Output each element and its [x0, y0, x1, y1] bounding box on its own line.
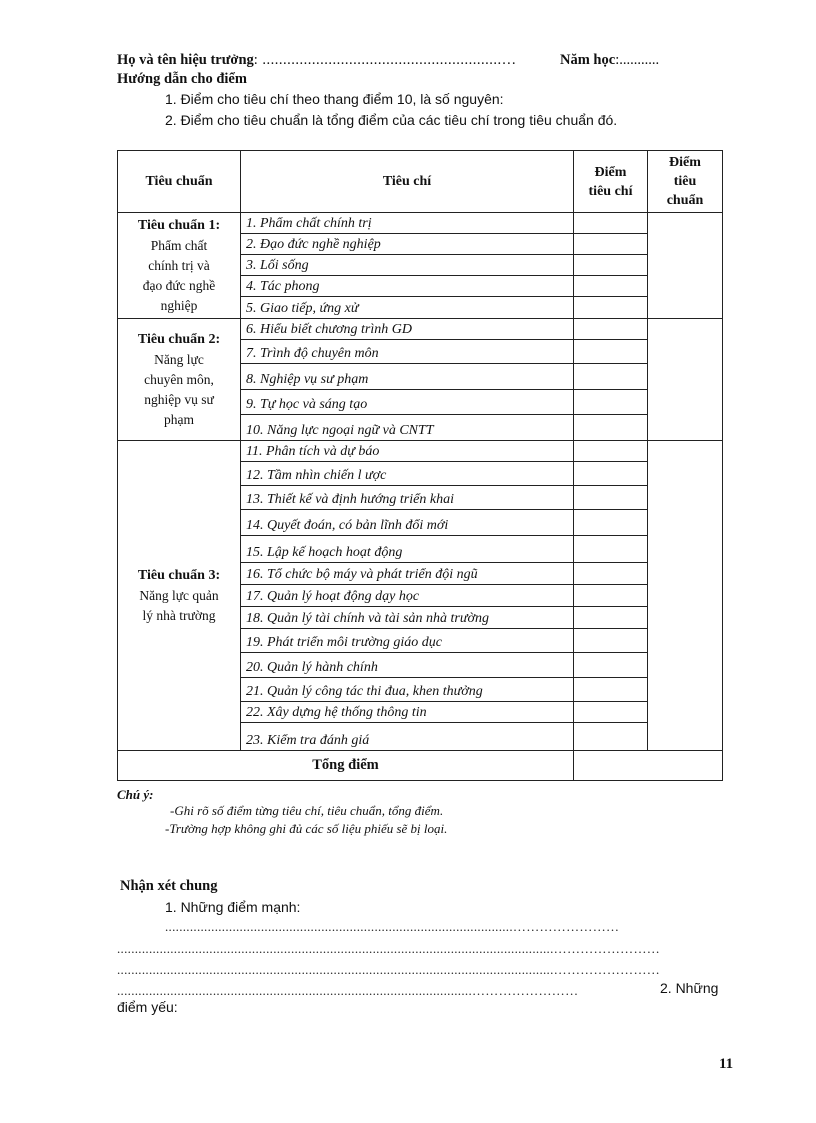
total-row — [118, 751, 723, 781]
guide-item-2: 2. Điểm cho tiêu chuẩn là tổng điểm của các tiêu chí trong tiêu chuẩn đó. — [165, 112, 618, 128]
note-1: -Ghi rõ số điểm từng tiêu chí, tiêu chuẩn, tổng điểm. — [170, 803, 444, 818]
standard-3-desc-1: Năng lực quản — [139, 587, 219, 603]
standard-2-desc-2: chuyên môn, — [144, 371, 214, 387]
standard-2-title: Tiêu chuẩn 2: — [137, 331, 221, 347]
criterion-score-21[interactable] — [574, 678, 648, 702]
standard-2-desc-4: phạm — [164, 411, 194, 427]
criterion-8: 8. Nghiệp vụ sư phạm — [241, 364, 574, 390]
standard-1-desc-2: chính trị và — [148, 257, 210, 273]
criterion-score-3[interactable] — [574, 255, 648, 276]
criterion-7: 7. Trình độ chuyên môn — [241, 340, 574, 364]
criterion-4: 4. Tác phong — [241, 276, 574, 297]
criterion-20: 20. Quản lý hành chính — [241, 653, 574, 678]
criterion-23: 23. Kiểm tra đánh giá — [241, 723, 574, 751]
standard-3-cell — [118, 441, 241, 751]
criterion-score-19[interactable] — [574, 629, 648, 653]
criterion-21: 21. Quản lý công tác thi đua, khen thưởng — [241, 678, 574, 702]
criterion-score-22[interactable] — [574, 702, 648, 723]
criterion-score-11[interactable] — [574, 441, 648, 462]
criterion-score-9[interactable] — [574, 390, 648, 415]
total-score[interactable] — [574, 751, 723, 781]
standard-1-desc-1: Phẩm chất — [150, 237, 208, 253]
standard-2-desc-1: Năng lực — [154, 351, 204, 367]
criterion-22: 22. Xây dựng hệ thống thông tin — [241, 702, 574, 723]
strengths-dots-4[interactable]: ....................................................................................................…………………… — [117, 983, 579, 998]
standard-1-desc-4: nghiệp — [160, 297, 198, 313]
criterion-score-17[interactable] — [574, 585, 648, 607]
header-standard-score — [648, 151, 723, 213]
header-criterion-score-line2: tiêu chí — [588, 183, 633, 199]
table-header-row — [118, 151, 723, 213]
weaknesses-label-part1: 2. Những — [660, 980, 719, 996]
criterion-15: 15. Lập kế hoạch hoạt động — [241, 536, 574, 563]
criterion-16: 16. Tổ chức bộ máy và phát triển đội ngũ — [241, 563, 574, 585]
criterion-19: 19. Phát triển môi trường giáo dục — [241, 629, 574, 653]
strengths-dots-2[interactable]: ...........................................................................................................................…………………… — [117, 941, 661, 956]
criterion-10: 10. Năng lực ngoại ngữ và CNTT — [241, 415, 574, 441]
standard-2-cell — [118, 319, 241, 441]
criterion-score-4[interactable] — [574, 276, 648, 297]
criterion-score-20[interactable] — [574, 653, 648, 678]
school-year-line — [560, 52, 659, 69]
note-2: -Trường hợp không ghi đủ các số liệu phiếu sẽ bị loại. — [165, 821, 448, 836]
criterion-score-13[interactable] — [574, 486, 648, 510]
principal-name-label: Họ và tên hiệu trưởng — [117, 52, 254, 68]
table-row — [118, 319, 723, 340]
standard-2-desc-3: nghiệp vụ sư — [144, 391, 214, 407]
header-criterion-score-line1: Điểm — [594, 164, 627, 180]
criterion-score-1[interactable] — [574, 213, 648, 234]
total-label: Tổng điểm — [118, 751, 574, 781]
standard-3-desc-2: lý nhà trường — [142, 607, 216, 623]
criterion-score-7[interactable] — [574, 340, 648, 364]
header-standard-score-line2: tiêu — [673, 174, 697, 189]
criterion-score-16[interactable] — [574, 563, 648, 585]
criterion-6: 6. Hiểu biết chương trình GD — [241, 319, 574, 340]
standard-3-title: Tiêu chuẩn 3: — [137, 567, 221, 583]
criterion-score-23[interactable] — [574, 723, 648, 751]
weaknesses-label-part2: điểm yếu: — [117, 999, 178, 1015]
guide-title: Hướng dẫn cho điểm — [117, 71, 247, 87]
criterion-11: 11. Phân tích và dự báo — [241, 441, 574, 462]
criterion-score-5[interactable] — [574, 297, 648, 319]
criterion-score-12[interactable] — [574, 462, 648, 486]
criterion-14: 14. Quyết đoán, có bản lĩnh đổi mới — [241, 510, 574, 536]
header-standard-score-line3: chuẩn — [666, 193, 704, 208]
criterion-13: 13. Thiết kế và định hướng triển khai — [241, 486, 574, 510]
principal-name-dots: : ..........................................................… — [253, 52, 517, 68]
page-number: 11 — [719, 1056, 734, 1072]
table-row — [118, 213, 723, 234]
standard-1-desc-3: đạo đức nghề — [142, 277, 216, 293]
criterion-12: 12. Tầm nhìn chiến l ược — [241, 462, 574, 486]
school-year-label: Năm học — [560, 52, 616, 68]
principal-name-line — [117, 52, 660, 69]
criterion-score-6[interactable] — [574, 319, 648, 340]
criterion-2: 2. Đạo đức nghề nghiệp — [241, 234, 574, 255]
criterion-score-10[interactable] — [574, 415, 648, 441]
criterion-score-14[interactable] — [574, 510, 648, 536]
strengths-label: 1. Những điểm mạnh: — [165, 899, 301, 915]
header-criterion: Tiêu chí — [241, 151, 574, 213]
header-standard-score-line1: Điểm — [669, 155, 701, 170]
criterion-score-18[interactable] — [574, 607, 648, 629]
standard-score-2[interactable] — [648, 319, 723, 441]
header-criterion-score — [574, 151, 648, 213]
criterion-score-8[interactable] — [574, 364, 648, 390]
strengths-dots-1[interactable]: ..................................................................................................…………………… — [165, 919, 620, 934]
standard-1-cell — [118, 213, 241, 319]
remarks-title: Nhận xét chung — [120, 878, 218, 894]
school-year-dots: :........... — [615, 52, 660, 68]
criterion-18: 18. Quản lý tài chính và tài sản nhà trường — [241, 607, 574, 629]
standard-1-title: Tiêu chuẩn 1: — [137, 217, 221, 233]
scoring-table — [117, 150, 723, 781]
criterion-1: 1. Phẩm chất chính trị — [241, 213, 574, 234]
note-label: Chú ý: — [117, 787, 154, 802]
criterion-score-2[interactable] — [574, 234, 648, 255]
table-row — [118, 441, 723, 462]
criterion-5: 5. Giao tiếp, ứng xử — [241, 297, 574, 319]
guide-item-1: 1. Điểm cho tiêu chí theo thang điểm 10, là số nguyên: — [165, 91, 504, 107]
criterion-3: 3. Lối sống — [241, 255, 574, 276]
strengths-dots-3[interactable]: ...........................................................................................................................…………………… — [117, 962, 661, 977]
standard-score-1[interactable] — [648, 213, 723, 319]
standard-score-3[interactable] — [648, 441, 723, 751]
criterion-17: 17. Quản lý hoạt động dạy học — [241, 585, 574, 607]
header-standard: Tiêu chuẩn — [118, 151, 241, 213]
criterion-9: 9. Tự học và sáng tạo — [241, 390, 574, 415]
criterion-score-15[interactable] — [574, 536, 648, 563]
